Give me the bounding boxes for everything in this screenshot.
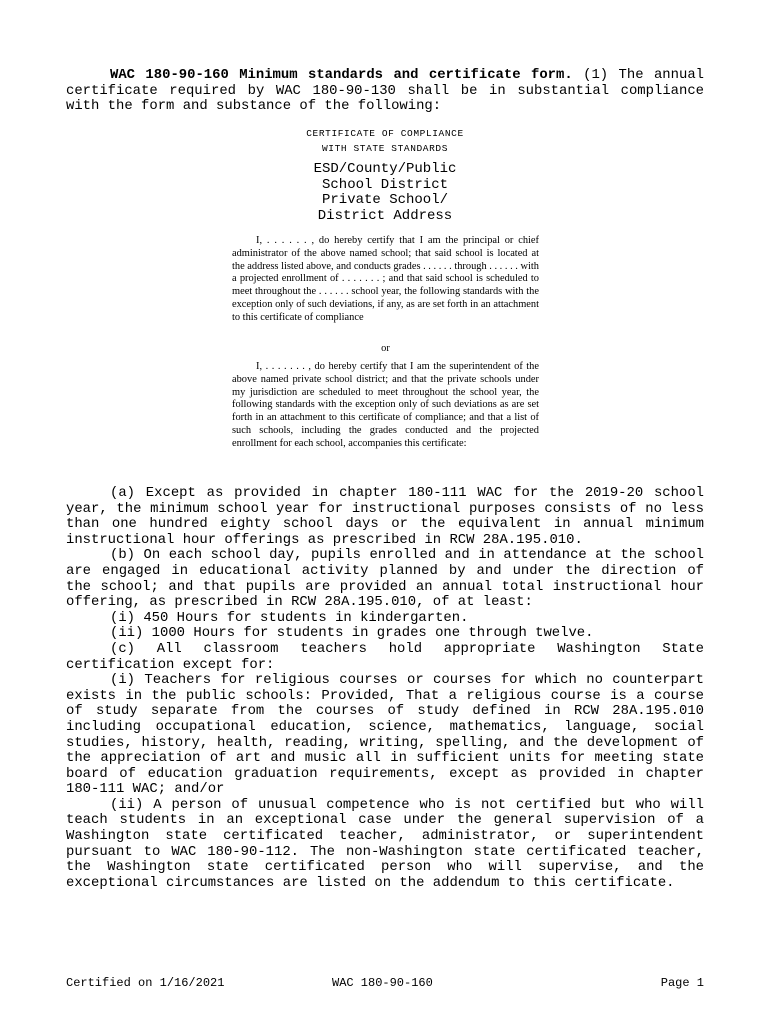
certificate-principal-text: I, . . . . . . , do hereby certify that I am the principal or chief administrator of the above named school; that said school is located at the address listed above, and conducts grades . . . . . . through . . . . . . with a projected enrollment of . . . . . . . ; and that said school is scheduled to meet throughout the . . . . . . school year, the following standards with the exception only of such deviations, if any, as are set forth in an attachment to this certificate of compliance xyxy=(232,235,539,323)
certificate-address-block xyxy=(235,162,535,224)
certificate-superintendent-text: I, . . . . . . . , do hereby certify that I am the superintendent of the above named private school district; and that the private schools under my jurisdiction are scheduled to meet throughout the school year, the following standards with the exception only of such deviations as are set forth in an attachment to this certificate of compliance; and that a list of such schools, including the grades conducted and the projected enrollment for each school, accompanies this certificate: xyxy=(232,361,539,449)
standard-c-i-text: (i) Teachers for religious courses or courses for which no counterpart exists in the public schools: Provided, That a religious course is a course of study separate from the courses of study defined in RCW 28A.195.010 including occupational education, science, mathematics, language, social studies, history, health, reading, writing, spelling, and the development of the appreciation of art and music all in sufficient units for meeting state board of education graduation requirements, except as provided in chapter 180-111 WAC; and/or xyxy=(66,672,704,798)
intro-paragraph xyxy=(66,68,704,115)
certificate-superintendent-paragraph xyxy=(232,361,539,451)
address-line: District Address xyxy=(317,207,453,224)
standard-b xyxy=(66,548,704,610)
standard-c-ii xyxy=(66,798,704,892)
section-heading: WAC 180-90-160 Minimum standards and certificate form. xyxy=(110,67,573,83)
address-line: School District xyxy=(321,176,449,193)
footer-certified-date: Certified on 1/16/2021 xyxy=(66,976,225,990)
intro-text: (1) The annual certificate required by WAC 180-90-130 shall be in substantial compliance with the form and substance of the following: xyxy=(66,67,704,115)
standard-b-i xyxy=(66,611,704,627)
standard-c-ii-text: (ii) A person of unusual competence who is not certified but who will teach students in an exceptional case under the general supervision of a Washington state certificated teacher, administrator, or superintendent pursuant to WAC 180-90-112. The non-Washington state certificated teacher, the Washington state certificated person who will supervise, and the exceptional circumstances are listed on the addendum to this certificate. xyxy=(66,796,704,891)
standard-b-ii xyxy=(66,626,704,642)
standard-c-i xyxy=(66,673,704,798)
footer-section-id: WAC 180-90-160 xyxy=(332,976,433,990)
standard-a-text: (a) Except as provided in chapter 180-111 WAC for the 2019-20 school year, the minimum school year for instructional purposes consists of no less than one hundred eighty school days or the equivalent in annual minimum instructional hour offerings as prescribed in RCW 28A.195.010. xyxy=(66,485,704,548)
standard-b-i-text: (i) 450 Hours for students in kindergarten. xyxy=(110,609,469,626)
standards-body xyxy=(66,486,704,891)
standard-c xyxy=(66,642,704,673)
standard-a xyxy=(66,486,704,548)
footer-page-number: Page 1 xyxy=(660,976,704,990)
standard-b-text: (b) On each school day, pupils enrolled and in attendance at the school are engaged in educational activity planned by and under the direction of the school; and that pupils are provided an annual total instructional hour offering, as prescribed in RCW 28A.195.010, of at least: xyxy=(66,547,704,611)
certificate-title-line1: CERTIFICATE OF COMPLIANCE xyxy=(306,128,464,139)
certificate-or: or xyxy=(381,343,390,354)
certificate-title-line2: WITH STATE STANDARDS xyxy=(321,143,449,154)
address-line: ESD/County/Public xyxy=(313,161,457,177)
standard-b-ii-text: (ii) 1000 Hours for students in grades one through twelve. xyxy=(110,625,594,642)
address-line: Private School/ xyxy=(321,192,449,208)
certificate-principal-paragraph xyxy=(232,235,539,325)
standard-c-text: (c) All classroom teachers hold appropriate Washington State certification except for: xyxy=(66,640,704,673)
